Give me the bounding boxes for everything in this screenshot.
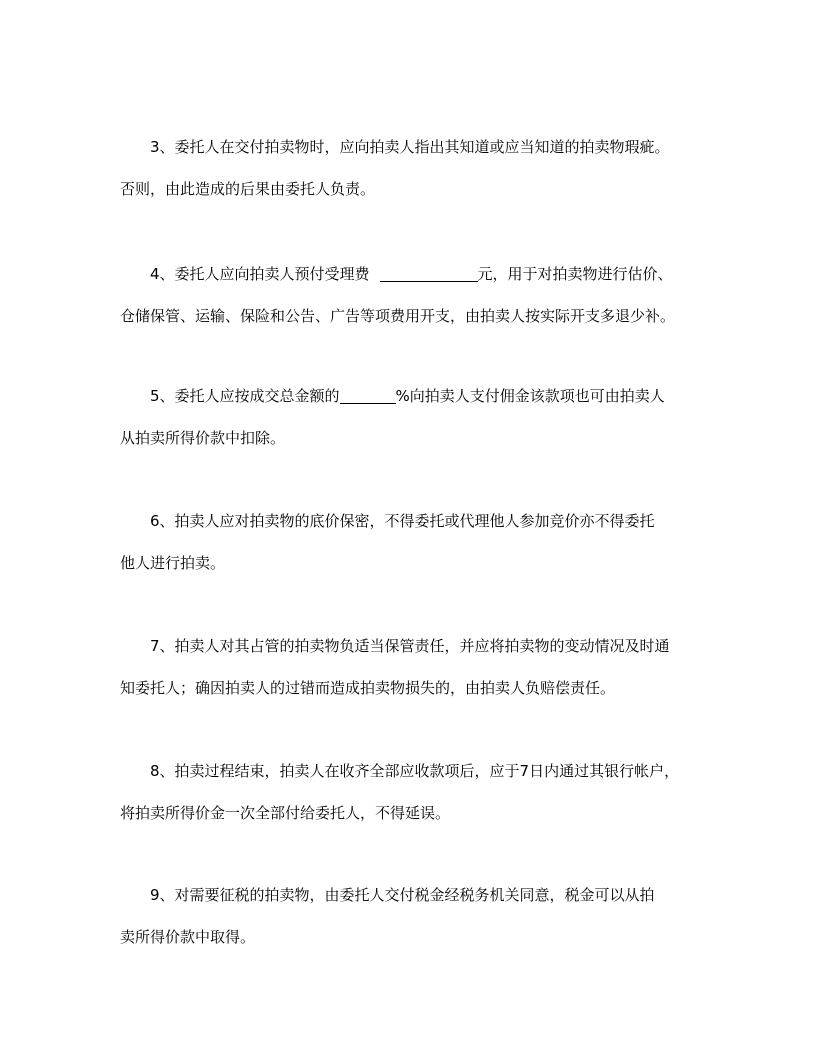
clause-8-line-1: 8、拍卖过程结束，拍卖人在收齐全部应收款项后，应于7日内通过其银行帐户， (150, 762, 680, 780)
clause-9 (120, 874, 700, 958)
clause-5-text-after: %向拍卖人支付佣金该款项也可由拍卖人 (395, 387, 665, 405)
clause-5 (120, 375, 700, 459)
clause-4 (120, 253, 700, 337)
clause-5-line-1 (120, 375, 700, 417)
clause-4-line-1 (120, 253, 700, 295)
clause-7-line-2: 知委托人；确因拍卖人的过错而造成拍卖物损失的，由拍卖人负赔偿责任。 (120, 679, 616, 697)
clause-6-line-2: 他人进行拍卖。 (120, 554, 226, 572)
fee-blank-field (380, 263, 478, 282)
clause-8-line-2: 将拍卖所得价金一次全部付给委托人，不得延误。 (120, 804, 451, 822)
clause-8 (120, 750, 700, 834)
clause-4-text-after: 元，用于对拍卖物进行估价、 (477, 265, 673, 283)
clause-3 (120, 126, 700, 210)
clause-5-line-2: 从拍卖所得价款中扣除。 (120, 429, 286, 447)
clause-9-line-1: 9、对需要征税的拍卖物，由委托人交付税金经税务机关同意，税金可以从拍 (150, 886, 655, 904)
clause-7 (120, 625, 700, 709)
clause-9-line-2: 卖所得价款中取得。 (120, 928, 256, 946)
commission-rate-blank-field (340, 385, 396, 404)
clause-6 (120, 500, 700, 584)
clause-6-line-1: 6、拍卖人应对拍卖物的底价保密，不得委托或代理他人参加竞价亦不得委托 (150, 512, 655, 530)
clause-4-line-2: 仓储保管、运输、保险和公告、广告等项费用开支，由拍卖人按实际开支多退少补。 (120, 307, 676, 325)
clause-3-line-2: 否则，由此造成的后果由委托人负责。 (120, 180, 376, 198)
clause-5-text-before: 5、委托人应按成交总金额的 (150, 387, 340, 405)
clause-7-line-1: 7、拍卖人对其占管的拍卖物负适当保管责任，并应将拍卖物的变动情况及时通 (150, 637, 670, 655)
clause-3-line-1: 3、委托人在交付拍卖物时，应向拍卖人指出其知道或应当知道的拍卖物瑕疵。 (150, 138, 670, 156)
clause-4-text-before: 4、委托人应向拍卖人预付受理费 (150, 265, 370, 283)
